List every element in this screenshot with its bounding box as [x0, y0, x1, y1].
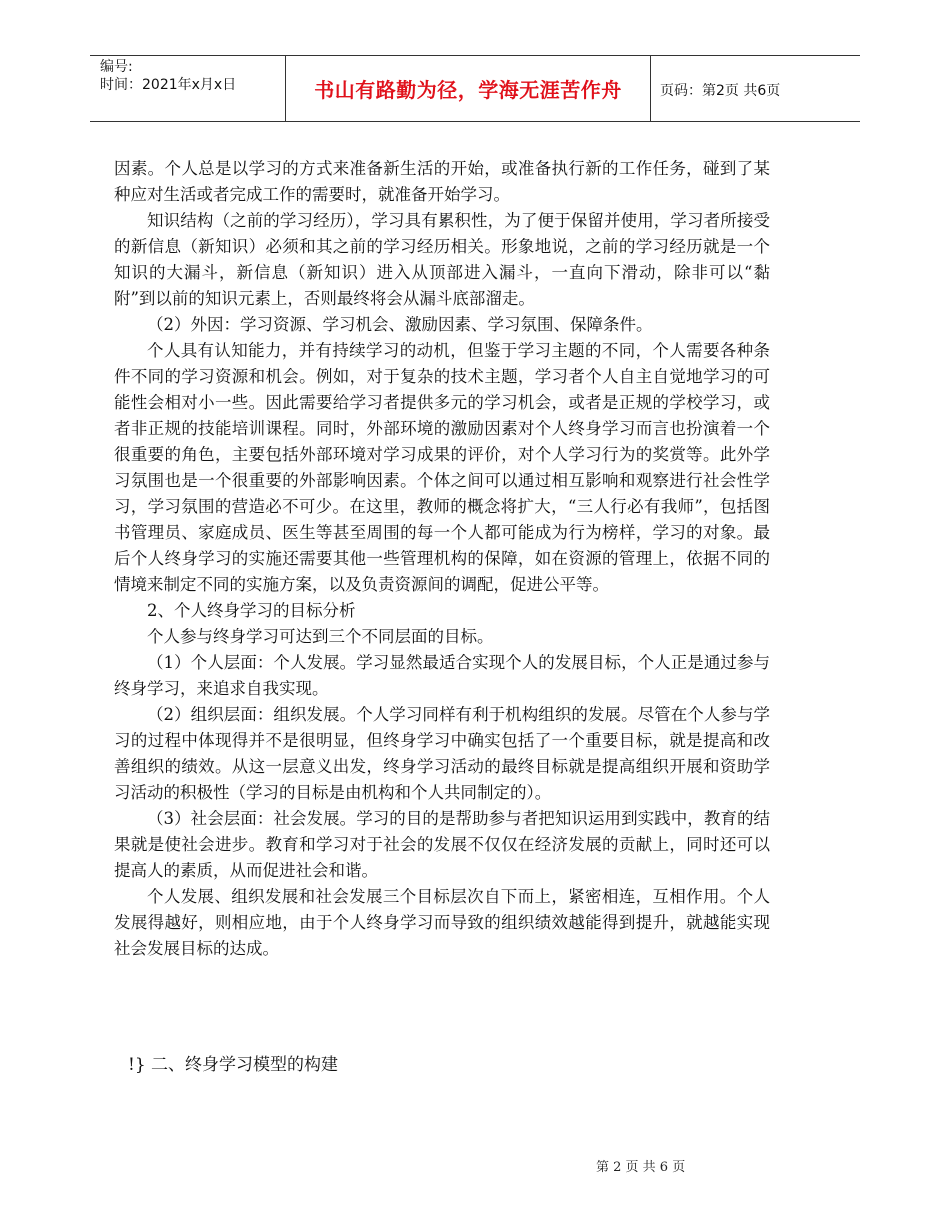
header-top-rule — [90, 55, 860, 56]
body-paragraph: 个人参与终身学习可达到三个不同层面的目标。 — [147, 627, 494, 646]
document-number-label: 编号: — [100, 59, 133, 75]
page-footer: 第 2 页 共 6 页 — [596, 1160, 686, 1175]
header-divider-left — [285, 55, 286, 121]
body-paragraph: 个人具有认知能力，并有持续学习的动机，但鉴于学习主题的不同，个人需要各种条件不同的学习资源和机会。例如，对于复杂的技术主题，学习者个人自主自觉地学习的可能性会相对小一些。因此需要给学习者提供多元的学习机会，或者是正规的学校学习，或者非正规的技能培训课程。同时，外部环境的激励因素对个人终身学习而言也扮演着一个很重要的角色，主要包括外部环境对学习成果的评价，对个人学习行为的奖赏等。此外学习氛围也是一个很重要的外部影响因素。个体之间可以通过相互影响和观察进行社会性学习，学习氛围的营造必不可少。在这里，教师的概念将扩大，“三人行必有我师”，包括图书管理员、家庭成员、医生等甚至周围的每一个人都可能成为行为榜样，学习的对象。最后个人终身学习的实施还需要其他一些管理机构的保障，如在资源的管理上，依据不同的情境来制定不同的实施方案，以及负责资源间的调配，促进公平等。 — [114, 341, 770, 594]
body-paragraph: 知识结构（之前的学习经历），学习具有累积性，为了便于保留并使用，学习者所接受的新信息（新知识）必须和其之前的学习经历相关。形象地说，之前的学习经历就是一个知识的大漏斗，新信息（新知识）进入从顶部进入漏斗，一直向下滑动，除非可以“黏附”到以前的知识元素上，否则最终将会从漏斗底部溜走。 — [114, 211, 770, 308]
body-paragraph: （2）组织层面：组织发展。个人学习同样有利于机构组织的发展。尽管在个人参与学习的过程中体现得并不是很明显，但终身学习中确实包括了一个重要目标，就是提高和改善组织的绩效。从这一层意义出发，终身学习活动的最终目标就是提高组织开展和资助学习活动的积极性（学习的目标是由机构和个人共同制定的）。 — [114, 705, 770, 802]
document-time: 时间：2021年x月x日 — [100, 77, 237, 93]
body-paragraph: （3）社会层面：社会发展。学习的目的是帮助参与者把知识运用到实践中，教育的结果就是使社会进步。教育和学习对于社会的发展不仅仅在经济发展的贡献上，同时还可以提高人的素质，从而促进社会和谐。 — [114, 809, 770, 880]
header-motto: 书山有路勤为径，学海无涯苦作舟 — [314, 78, 622, 102]
body-paragraph: （1）个人层面：个人发展。学习显然最适合实现个人的发展目标，个人正是通过参与终身学习，来追求自我实现。 — [114, 653, 770, 698]
body-paragraph: 因素。个人总是以学习的方式来准备新生活的开始，或准备执行新的工作任务，碰到了某种应对生活或者完成工作的需要时，就准备开始学习。 — [114, 159, 770, 204]
section-heading: !} 二、终身学习模型的构建 — [128, 1055, 339, 1075]
body-paragraph: 个人发展、组织发展和社会发展三个目标层次自下而上，紧密相连，互相作用。个人发展得越好，则相应地，由于个人终身学习而导致的组织绩效越能得到提升，就越能实现社会发展目标的达成。 — [114, 887, 770, 958]
body-paragraph: （2）外因：学习资源、学习机会、激励因素、学习氛围、保障条件。 — [147, 315, 653, 334]
subsection-heading: 2、个人终身学习的目标分析 — [147, 601, 356, 620]
document-body — [114, 156, 770, 962]
header-page-info: 页码：第2页 共6页 — [660, 83, 781, 99]
header-bottom-rule — [90, 121, 860, 122]
header-divider-right — [650, 55, 651, 121]
header-meta — [100, 58, 236, 94]
